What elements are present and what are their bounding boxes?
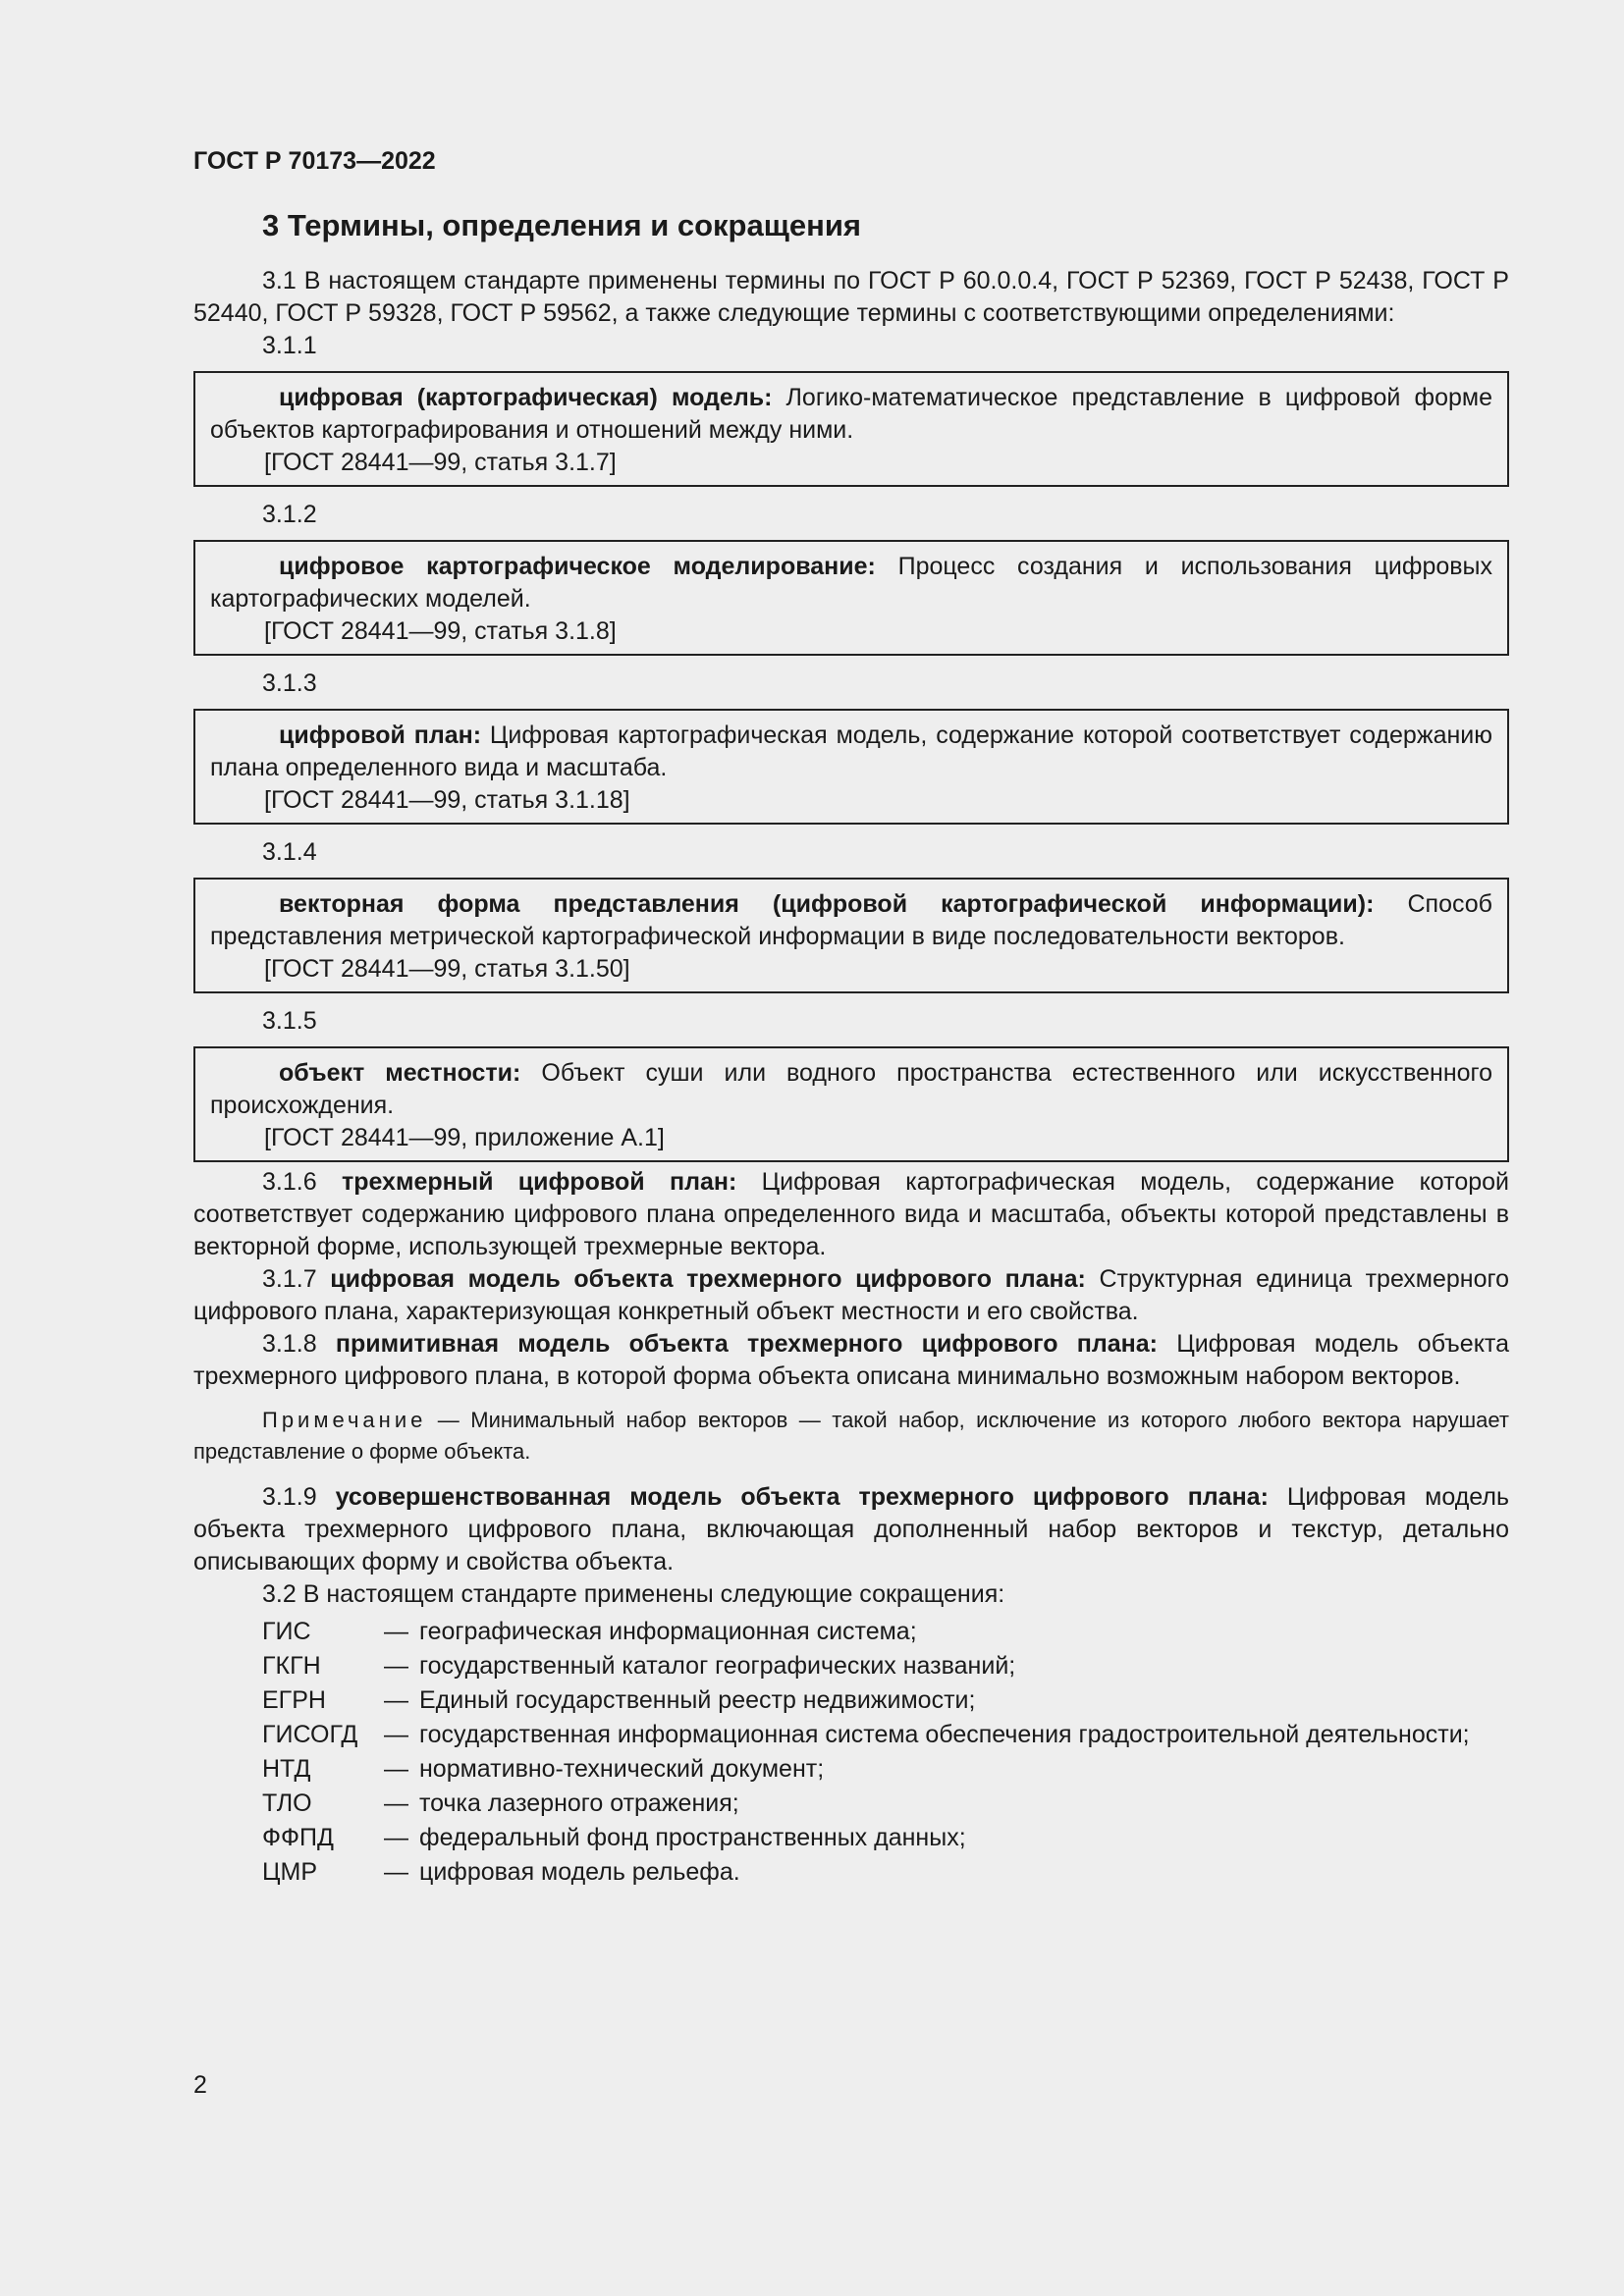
abbreviation-row xyxy=(193,1718,1509,1752)
term-name: примитивная модель объекта трехмерного цифрового плана: xyxy=(335,1330,1158,1358)
abbreviation-code: ЦМР xyxy=(262,1858,317,1886)
term-text: Цифровая модель объекта трехмерного цифрового плана, включающая дополненный набор векторов и текстур, детально описывающих форму и свойства объекта. xyxy=(193,1483,1509,1575)
term-text: Объект суши или водного пространства естественного или искусственного происхождения. xyxy=(210,1059,1493,1119)
term-num-3-1-5: 3.1.5 xyxy=(262,1007,317,1035)
abbreviation-definition: Единый государственный реестр недвижимости; xyxy=(419,1686,976,1714)
term-box-3-1-4 xyxy=(193,878,1509,993)
abbreviation-row xyxy=(193,1855,1509,1890)
abbreviation-definition: цифровая модель рельефа. xyxy=(419,1858,740,1886)
abbreviation-dash: — xyxy=(384,1618,408,1645)
term-text: Цифровая картографическая модель, содержание которой соответствует содержанию цифрового плана определенного вида и масштаба, объекты которой представлены в векторной форме, использующей трехмерные вектора. xyxy=(193,1168,1510,1260)
term-name: объект местности: xyxy=(279,1059,521,1087)
term-num-3-1-2: 3.1.2 xyxy=(262,501,317,528)
term-box-3-1-1 xyxy=(193,371,1509,487)
term-num-3-1-1: 3.1.1 xyxy=(262,332,317,359)
term-source: [ГОСТ 28441—99, статья 3.1.50] xyxy=(264,955,630,983)
abbreviation-dash: — xyxy=(384,1789,408,1817)
abbreviation-dash: — xyxy=(384,1755,408,1783)
term-text: Цифровая картографическая модель, содержание которой соответствует содержанию плана определенного вида и масштаба. xyxy=(210,721,1492,781)
term-3-1-9 xyxy=(193,1481,1509,1578)
term-3-1-8 xyxy=(193,1328,1509,1393)
term-source: [ГОСТ 28441—99, статья 3.1.7] xyxy=(264,449,617,476)
page-number: 2 xyxy=(193,2071,207,2099)
note xyxy=(193,1405,1509,1468)
term-text: Цифровая модель объекта трехмерного цифрового плана, в которой форма объекта описана минимально возможным набором векторов. xyxy=(193,1330,1509,1390)
term-name: трехмерный цифровой план: xyxy=(341,1168,737,1196)
document-page xyxy=(193,137,1509,1890)
abbreviation-dash: — xyxy=(384,1824,408,1851)
abbreviation-dash: — xyxy=(384,1652,408,1680)
abbreviation-definition: точка лазерного отражения; xyxy=(419,1789,739,1817)
abbreviation-code: ТЛО xyxy=(262,1789,312,1817)
abbreviation-row xyxy=(193,1683,1509,1718)
term-text: Логико-математическое представление в цифровой форме объектов картографирования и отношений между ними. xyxy=(210,384,1492,444)
term-box-3-1-2 xyxy=(193,540,1509,656)
abbreviation-code: ГИС xyxy=(262,1618,311,1645)
term-definition xyxy=(210,888,1492,953)
term-3-1-6 xyxy=(193,1166,1509,1263)
note-label: Примечание xyxy=(262,1408,427,1432)
term-source: [ГОСТ 28441—99, статья 3.1.8] xyxy=(264,617,617,645)
abbreviation-code: ФФПД xyxy=(262,1824,334,1851)
abbreviation-code: НТД xyxy=(262,1755,311,1783)
term-name: цифровая модель объекта трехмерного цифрового плана: xyxy=(330,1265,1086,1293)
abbreviation-dash: — xyxy=(384,1686,408,1714)
term-num: 3.1.7 xyxy=(262,1265,331,1293)
abbreviation-row xyxy=(193,1787,1509,1821)
term-source: [ГОСТ 28441—99, приложение А.1] xyxy=(264,1124,665,1151)
abbreviation-definition: географическая информационная система; xyxy=(419,1618,917,1645)
abbreviation-row xyxy=(193,1615,1509,1649)
term-num: 3.1.8 xyxy=(262,1330,336,1358)
term-definition xyxy=(210,1057,1492,1122)
intro-paragraph: 3.1 В настоящем стандарте применены термины по ГОСТ Р 60.0.0.4, ГОСТ Р 52369, ГОСТ Р 52438, ГОСТ Р 52440, ГОСТ Р 59328, ГОСТ Р 59562, а также следующие термины с соответствующими определениями: xyxy=(193,267,1509,327)
term-text: Способ представления метрической картографической информации в виде последовательности векторов. xyxy=(210,890,1492,950)
term-name: цифровой план: xyxy=(279,721,482,749)
abbreviation-code: ЕГРН xyxy=(262,1686,326,1714)
section-title: 3 Термины, определения и сокращения xyxy=(262,208,861,242)
abbreviation-definition: федеральный фонд пространственных данных; xyxy=(419,1824,966,1851)
term-text: Процесс создания и использования цифровых картографических моделей. xyxy=(210,553,1492,613)
term-num-3-1-4: 3.1.4 xyxy=(262,838,317,866)
term-num-3-1-3: 3.1.3 xyxy=(262,669,317,697)
term-name: цифровая (картографическая) модель: xyxy=(279,384,773,411)
term-definition xyxy=(210,720,1492,784)
abbreviation-dash: — xyxy=(384,1721,408,1748)
abbreviation-definition: государственная информационная система обеспечения градостроительной деятельности; xyxy=(419,1721,1470,1748)
term-name: усовершенствованная модель объекта трехмерного цифрового плана: xyxy=(335,1483,1269,1511)
abbreviation-dash: — xyxy=(384,1858,408,1886)
note-text: — Минимальный набор векторов — такой набор, исключение из которого любого вектора нарушает представление о форме объекта. xyxy=(193,1408,1509,1464)
term-name: цифровое картографическое моделирование: xyxy=(279,553,876,580)
abbreviations-list xyxy=(193,1615,1509,1890)
term-text: Структурная единица трехмерного цифрового плана, характеризующая конкретный объект местности и его свойства. xyxy=(193,1265,1509,1325)
abbreviation-row xyxy=(193,1649,1509,1683)
term-name: векторная форма представления (цифровой картографической информации): xyxy=(279,890,1375,918)
term-box-3-1-5 xyxy=(193,1046,1509,1162)
document-header: ГОСТ Р 70173—2022 xyxy=(193,147,436,175)
term-source: [ГОСТ 28441—99, статья 3.1.18] xyxy=(264,786,630,814)
abbreviation-row xyxy=(193,1752,1509,1787)
abbreviation-code: ГИСОГД xyxy=(262,1721,358,1748)
term-definition xyxy=(210,551,1492,615)
abbreviations-intro: 3.2 В настоящем стандарте применены следующие сокращения: xyxy=(262,1580,1005,1608)
abbreviation-definition: государственный каталог географических названий; xyxy=(419,1652,1016,1680)
term-box-3-1-3 xyxy=(193,709,1509,825)
term-num: 3.1.9 xyxy=(262,1483,336,1511)
term-num: 3.1.6 xyxy=(262,1168,342,1196)
term-definition xyxy=(210,382,1492,447)
abbreviation-code: ГКГН xyxy=(262,1652,321,1680)
abbreviation-definition: нормативно-технический документ; xyxy=(419,1755,825,1783)
abbreviation-row xyxy=(193,1821,1509,1855)
term-3-1-7 xyxy=(193,1263,1509,1328)
